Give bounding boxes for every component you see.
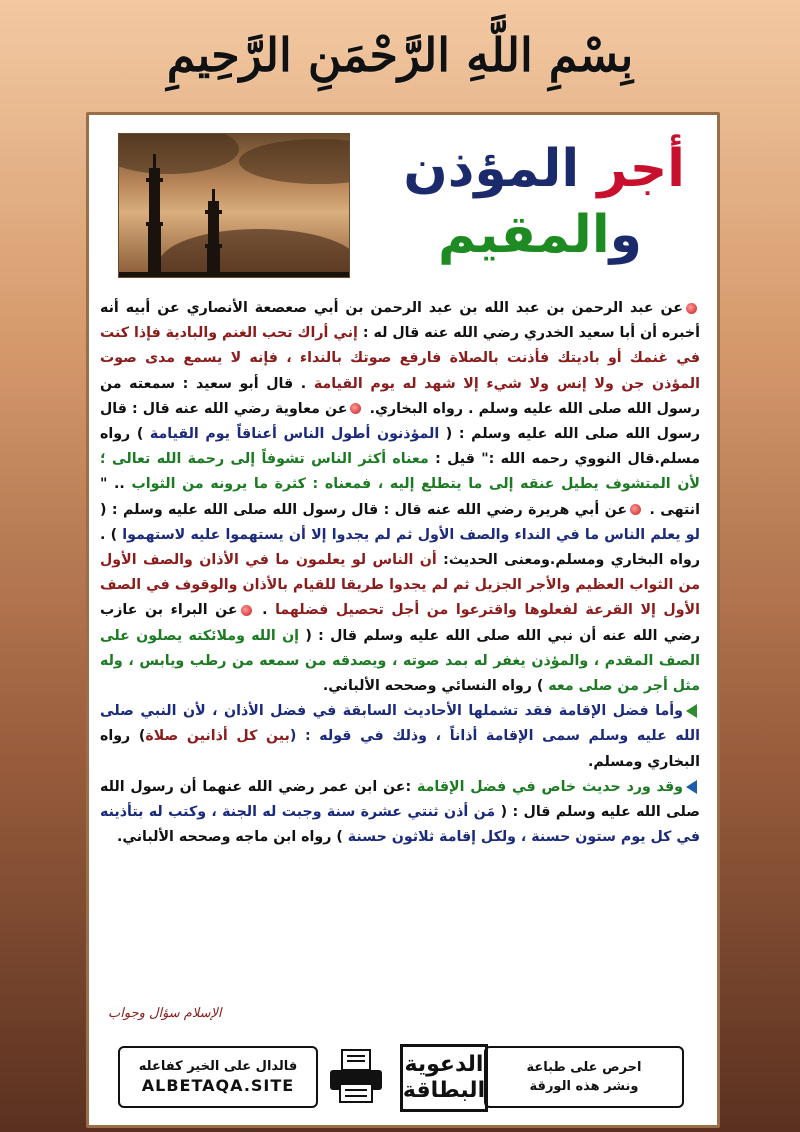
bullet-dot-icon	[350, 403, 361, 414]
text-segment: مَن أذن ثنتي عشرة سنة وجبت له الجنة ، وكتب له بتأذينه في كل يوم ستون حسنة ، ولكل إقامة ثلاثون حسنة	[100, 804, 700, 846]
title-word-ajr: أجر	[597, 139, 685, 199]
text-segment: ) . رواه البخاري ومسلم.ومعنى الحديث:	[100, 526, 700, 569]
text-segment: المؤذنون أطول الناس أعناقاً يوم القيامة	[149, 426, 440, 443]
text-segment: عن البراء بن عازب رضي الله عنه أن نبي الله صلى الله عليه وسلم قال : (	[100, 602, 700, 644]
text-segment: معناه أكثر الناس تشوفاً إلى رحمة الله تعالى ؛ لأن المتشوف يطيل عنقه إلى ما يتطلع إليه ، فمعناه : كثرة ما يرونه من الثواب	[100, 451, 700, 493]
text-segment: . قال أبو سعيد : سمعته من رسول الله صلى الله عليه وسلم . رواه البخاري.	[100, 375, 700, 417]
footer-print-box	[484, 1046, 684, 1108]
title-word-muadhin: المؤذن	[403, 139, 580, 199]
article-body	[100, 296, 700, 1016]
title-word-muqim: المقيم	[438, 205, 610, 265]
minarets-photo	[118, 133, 350, 278]
text-segment: .	[254, 602, 276, 619]
text-segment: أن الناس لو يعلمون ما في الأذان والصف الأول من الثواب العظيم والأجر الجزيل ثم لم يجدوا طريقا للقيام بالأذان والوقوف في الصف الأول إلا القرعة لفعلوها واقترعوا من أجل تحصيل فضلهما	[100, 552, 700, 619]
footer-print-line-2: ونشر هذه الورقة	[529, 1079, 639, 1094]
albetaqa-logo: الدعوية البطاقة	[400, 1044, 488, 1112]
text-segment: .. " انتهى .	[100, 476, 700, 518]
footer-bar	[118, 1042, 684, 1108]
title-line-1	[395, 138, 685, 200]
basmala-calligraphy: بِسْمِ اللَّهِ الرَّحْمَنِ الرَّحِيمِ	[166, 28, 634, 82]
text-segment: :عن ابن عمر رضي الله عنهما أن رسول الله صلى الله عليه وسلم قال : (	[100, 778, 700, 821]
text-segment: ) رواه البخاري ومسلم.	[100, 728, 700, 770]
text-segment: ) رواه النسائي وصححه الألباني.	[322, 678, 549, 695]
source-credit: الإسلام سؤال وجواب	[108, 1006, 222, 1021]
bullet-dot-icon	[686, 303, 697, 314]
text-segment: عن عبد الرحمن بن عبد الله بن عبد الرحمن بن أبي صعصعة الأنصاري عن أبيه أنه أخبره أن أبا سعيد الخدري رضي الله عنه قال له :	[100, 300, 700, 342]
printer-icon	[326, 1048, 386, 1104]
text-segment: ) رواه ابن ماجه وصححه الألباني.	[116, 829, 348, 846]
text-segment: إن الله وملائكته يصلون على الصف المقدم ، والمؤذن يغفر له بمد صوته ، ويصدقه من سمعه من رطب ويابس ، وله مثل أجر من صلى معه	[100, 627, 700, 695]
footer-site-link[interactable]: ALBETAQA.SITE	[141, 1076, 295, 1095]
minaret-silhouettes	[119, 134, 349, 277]
bullet-dot-icon	[630, 504, 641, 515]
text-segment: لو يعلم الناس ما في النداء والصف الأول ثم لم يجدوا إلا أن يستهموا عليه لاستهموا	[122, 526, 700, 543]
text-segment: عن أبي هريرة رضي الله عنه قال : قال رسول الله صلى الله عليه وسلم : (	[100, 501, 628, 518]
article-paragraph	[100, 775, 700, 851]
text-segment: وقد ورد حديث خاص في فضل الإقامة	[411, 778, 683, 795]
text-segment: إني أراك تحب الغنم والبادية فإذا كنت في غنمك أو باديتك فأذنت بالصلاة فارفع صوتك بالنداء ، فإنه لا يسمع مدى صوت المؤذن جن ولا إنس ولا شيء إلا شهد له يوم القيامة	[100, 325, 700, 392]
text-segment: ) رواه مسلم.قال النووي رحمه الله :" قيل :	[100, 426, 700, 468]
footer-tagline: فالدال على الخير كفاعله	[138, 1059, 298, 1074]
text-segment: بين كل أذانين صلاة	[145, 728, 290, 745]
text-segment: عن معاوية رضي الله عنه قال : قال رسول الله صلى الله عليه وسلم : (	[100, 400, 700, 443]
title-word-wa: و	[609, 205, 642, 265]
article-paragraph	[100, 699, 700, 775]
bullet-dot-icon	[241, 605, 252, 616]
footer-print-line-1: احرص على طباعة	[526, 1060, 642, 1075]
footer-site-box	[118, 1046, 318, 1108]
bullet-triangle-icon	[686, 704, 697, 718]
bullet-triangle-icon	[686, 780, 697, 794]
article-paragraph	[100, 296, 700, 699]
text-segment: وأما فضل الإقامة فقد تشملها الأحاديث السابقة في فضل الأذان ، لأن النبي صلى الله عليه وسلم سمى الإقامة أذاناً ، وذلك في قوله : (	[100, 703, 700, 745]
title-line-2	[395, 204, 685, 266]
